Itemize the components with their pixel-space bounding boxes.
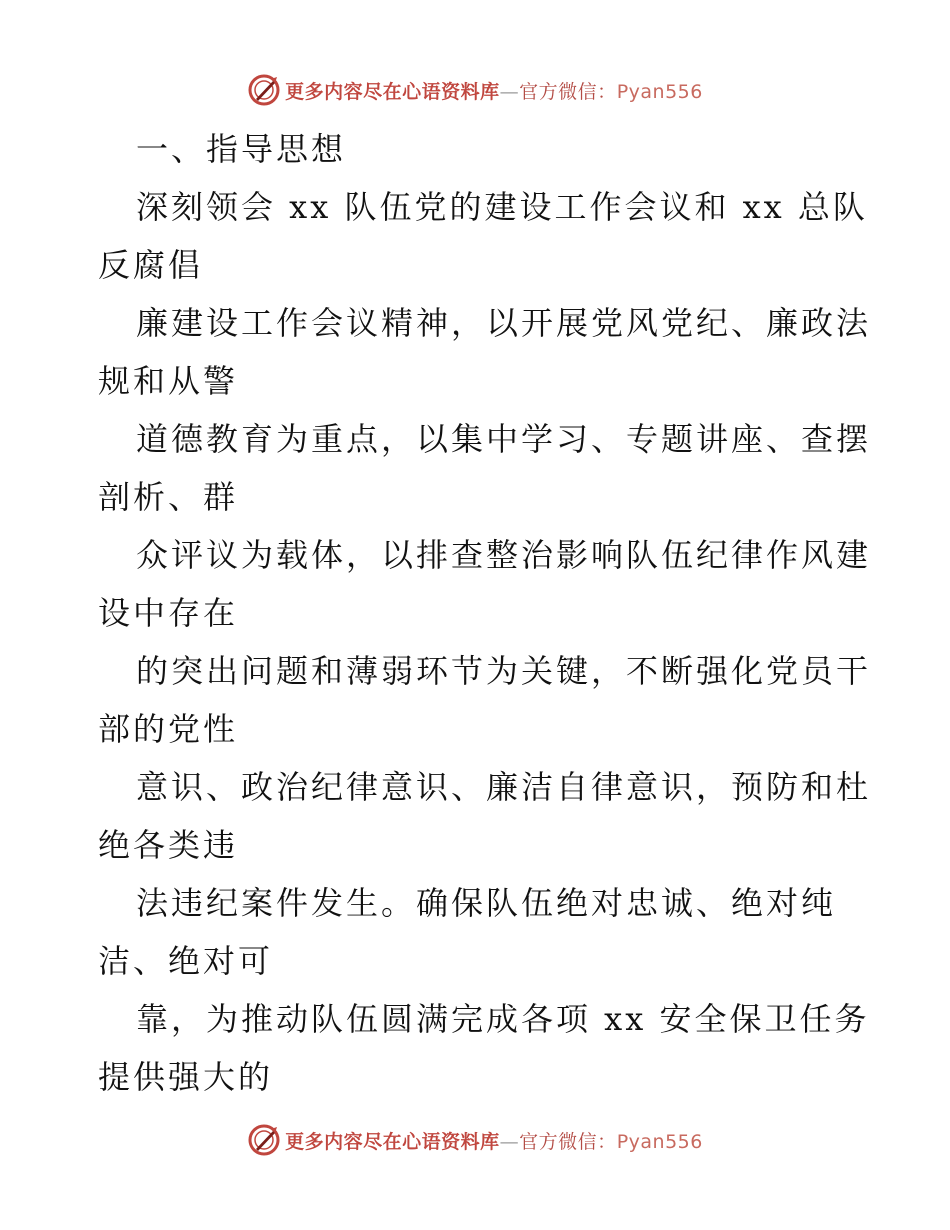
body-line: 提供强大的 [98, 1058, 274, 1096]
body-line: 道德教育为重点，以集中学习、专题讲座、查摆 [136, 420, 872, 458]
site-name: 更多内容尽在心语资料库 [285, 1130, 500, 1153]
header-banner [0, 70, 950, 110]
document-body [98, 120, 872, 1106]
body-line: 洁、绝对可 [98, 942, 274, 980]
quill-logo-icon [247, 73, 281, 107]
body-line: 深刻领会 xx 队伍党的建设工作会议和 xx 总队 [136, 188, 868, 226]
wechat-label: 官方微信： [519, 1130, 617, 1153]
banner-dash: — [499, 1130, 520, 1153]
body-line: 部的党性 [98, 710, 239, 748]
body-line: 廉建设工作会议精神，以开展党风党纪、廉政法 [136, 304, 872, 342]
body-line: 反腐倡 [98, 246, 204, 284]
body-line: 的突出问题和薄弱环节为关键，不断强化党员干 [136, 652, 872, 690]
body-line: 一、指导思想 [136, 130, 347, 168]
body-line: 靠，为推动队伍圆满完成各项 xx 安全保卫任务 [136, 1000, 870, 1038]
body-line: 剖析、群 [98, 478, 239, 516]
body-line: 法违纪案件发生。确保队伍绝对忠诚、绝对纯 [136, 884, 837, 922]
header-banner-text [285, 77, 703, 104]
body-line: 绝各类违 [98, 826, 239, 864]
quill-logo-icon [247, 1123, 281, 1157]
body-line: 规和从警 [98, 362, 239, 400]
wechat-label: 官方微信： [519, 80, 617, 103]
body-line: 众评议为载体，以排查整治影响队伍纪律作风建 [136, 536, 872, 574]
wechat-handle: Pyan556 [616, 80, 703, 103]
banner-dash: — [499, 80, 520, 103]
body-line: 设中存在 [98, 594, 239, 632]
wechat-handle: Pyan556 [616, 1130, 703, 1153]
body-line: 意识、政治纪律意识、廉洁自律意识，预防和杜 [136, 768, 872, 806]
footer-banner-text [285, 1127, 703, 1154]
footer-banner [0, 1120, 950, 1160]
site-name: 更多内容尽在心语资料库 [285, 80, 500, 103]
